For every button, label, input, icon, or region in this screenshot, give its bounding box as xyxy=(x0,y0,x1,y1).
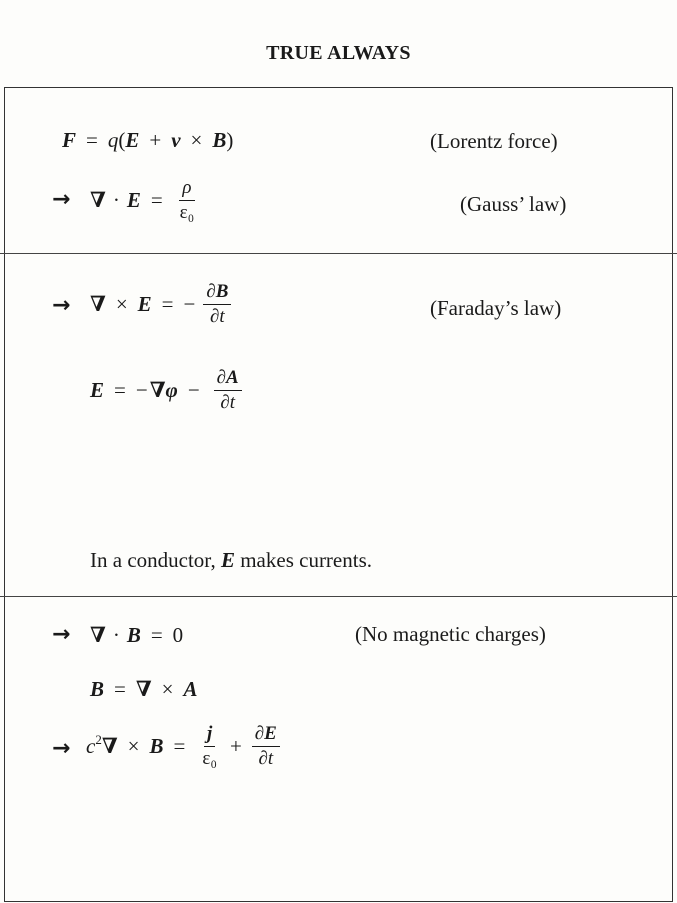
plus-sign: + xyxy=(229,733,242,758)
fraction-numerator: ∂B xyxy=(203,282,231,305)
paren: ) xyxy=(226,128,234,152)
zero: 0 xyxy=(172,622,184,647)
label-faraday-law: (Faraday’s law) xyxy=(430,296,562,320)
equals-sign: = xyxy=(86,128,98,152)
label-gauss-law: (Gauss’ law) xyxy=(460,192,567,216)
symbol-E: E xyxy=(90,377,105,402)
no-monopole-equation xyxy=(90,622,183,648)
nabla-symbol: ∇ xyxy=(90,623,106,647)
cross-sign: × xyxy=(190,128,203,152)
fraction xyxy=(252,724,280,769)
fraction-denominator: ∂t xyxy=(258,747,274,769)
fraction-denominator: ε₀ xyxy=(179,201,195,223)
fraction xyxy=(203,282,231,327)
faraday-law-equation xyxy=(90,282,235,327)
cross-sign: × xyxy=(161,676,174,701)
symbol-v: v xyxy=(171,128,181,152)
fraction-numerator: j xyxy=(204,724,215,747)
symbol-A: A xyxy=(183,676,198,701)
conductor-note xyxy=(90,548,372,573)
arrow-marker: → xyxy=(52,622,71,647)
gauss-law-equation xyxy=(90,178,201,223)
fraction-denominator: ∂t xyxy=(210,305,225,327)
fraction-numerator: ∂E xyxy=(252,724,280,747)
symbol-B: B xyxy=(212,128,227,152)
minus-sign: − xyxy=(187,377,200,402)
note-text: In a conductor, xyxy=(90,548,221,572)
symbol-q: q xyxy=(107,128,119,152)
nabla-symbol: ∇ xyxy=(135,677,152,701)
nabla-symbol: ∇ xyxy=(90,188,106,213)
equals-sign: = xyxy=(161,291,174,316)
minus-sign: − xyxy=(183,291,196,316)
arrow-marker: → xyxy=(52,187,71,212)
equals-sign: = xyxy=(150,187,163,212)
section-divider xyxy=(0,596,677,597)
fraction xyxy=(199,724,220,769)
symbol-B: B xyxy=(126,622,141,647)
arrow-marker: → xyxy=(52,736,71,761)
equals-sign: = xyxy=(114,377,126,402)
symbol-E: E xyxy=(220,548,235,572)
potential-equation xyxy=(90,368,246,413)
label-lorentz-force: (Lorentz force) xyxy=(430,129,558,153)
ampere-maxwell-equation xyxy=(86,724,284,769)
nabla-symbol: ∇ xyxy=(101,734,118,759)
page-title: TRUE ALWAYS xyxy=(266,42,411,64)
fraction-denominator: ∂t xyxy=(220,391,236,413)
symbol-E: E xyxy=(125,128,140,152)
paren: ( xyxy=(118,128,126,152)
equals-sign: = xyxy=(173,733,186,758)
vector-potential-equation xyxy=(90,676,198,702)
note-text: makes currents. xyxy=(234,548,373,572)
symbol-E: E xyxy=(126,187,141,212)
arrow-marker: → xyxy=(52,293,71,318)
minus-sign: − xyxy=(135,377,148,402)
grad-phi-term: ∇φ xyxy=(149,378,178,403)
lorentz-force-equation xyxy=(62,128,233,153)
fraction xyxy=(177,178,198,223)
exponent: 2 xyxy=(95,732,102,747)
dot-operator: · xyxy=(112,187,120,212)
fraction-numerator: ∂A xyxy=(214,368,242,391)
nabla-symbol: ∇ xyxy=(90,292,106,317)
symbol-E: E xyxy=(137,291,152,316)
fraction xyxy=(214,368,242,413)
cross-sign: × xyxy=(127,733,140,758)
symbol-c: c xyxy=(86,733,96,758)
fraction-denominator: ε₀ xyxy=(202,747,217,769)
plus-sign: + xyxy=(149,128,162,152)
symbol-B: B xyxy=(149,733,164,758)
section-divider xyxy=(0,253,677,254)
equals-sign: = xyxy=(150,622,163,647)
equals-sign: = xyxy=(114,676,126,701)
symbol-F: F xyxy=(62,128,77,152)
dot-operator: · xyxy=(112,622,120,647)
cross-sign: × xyxy=(115,291,128,316)
fraction-numerator: ρ xyxy=(179,178,194,201)
label-no-magnetic-charges: (No magnetic charges) xyxy=(355,622,546,646)
symbol-B: B xyxy=(90,676,105,701)
